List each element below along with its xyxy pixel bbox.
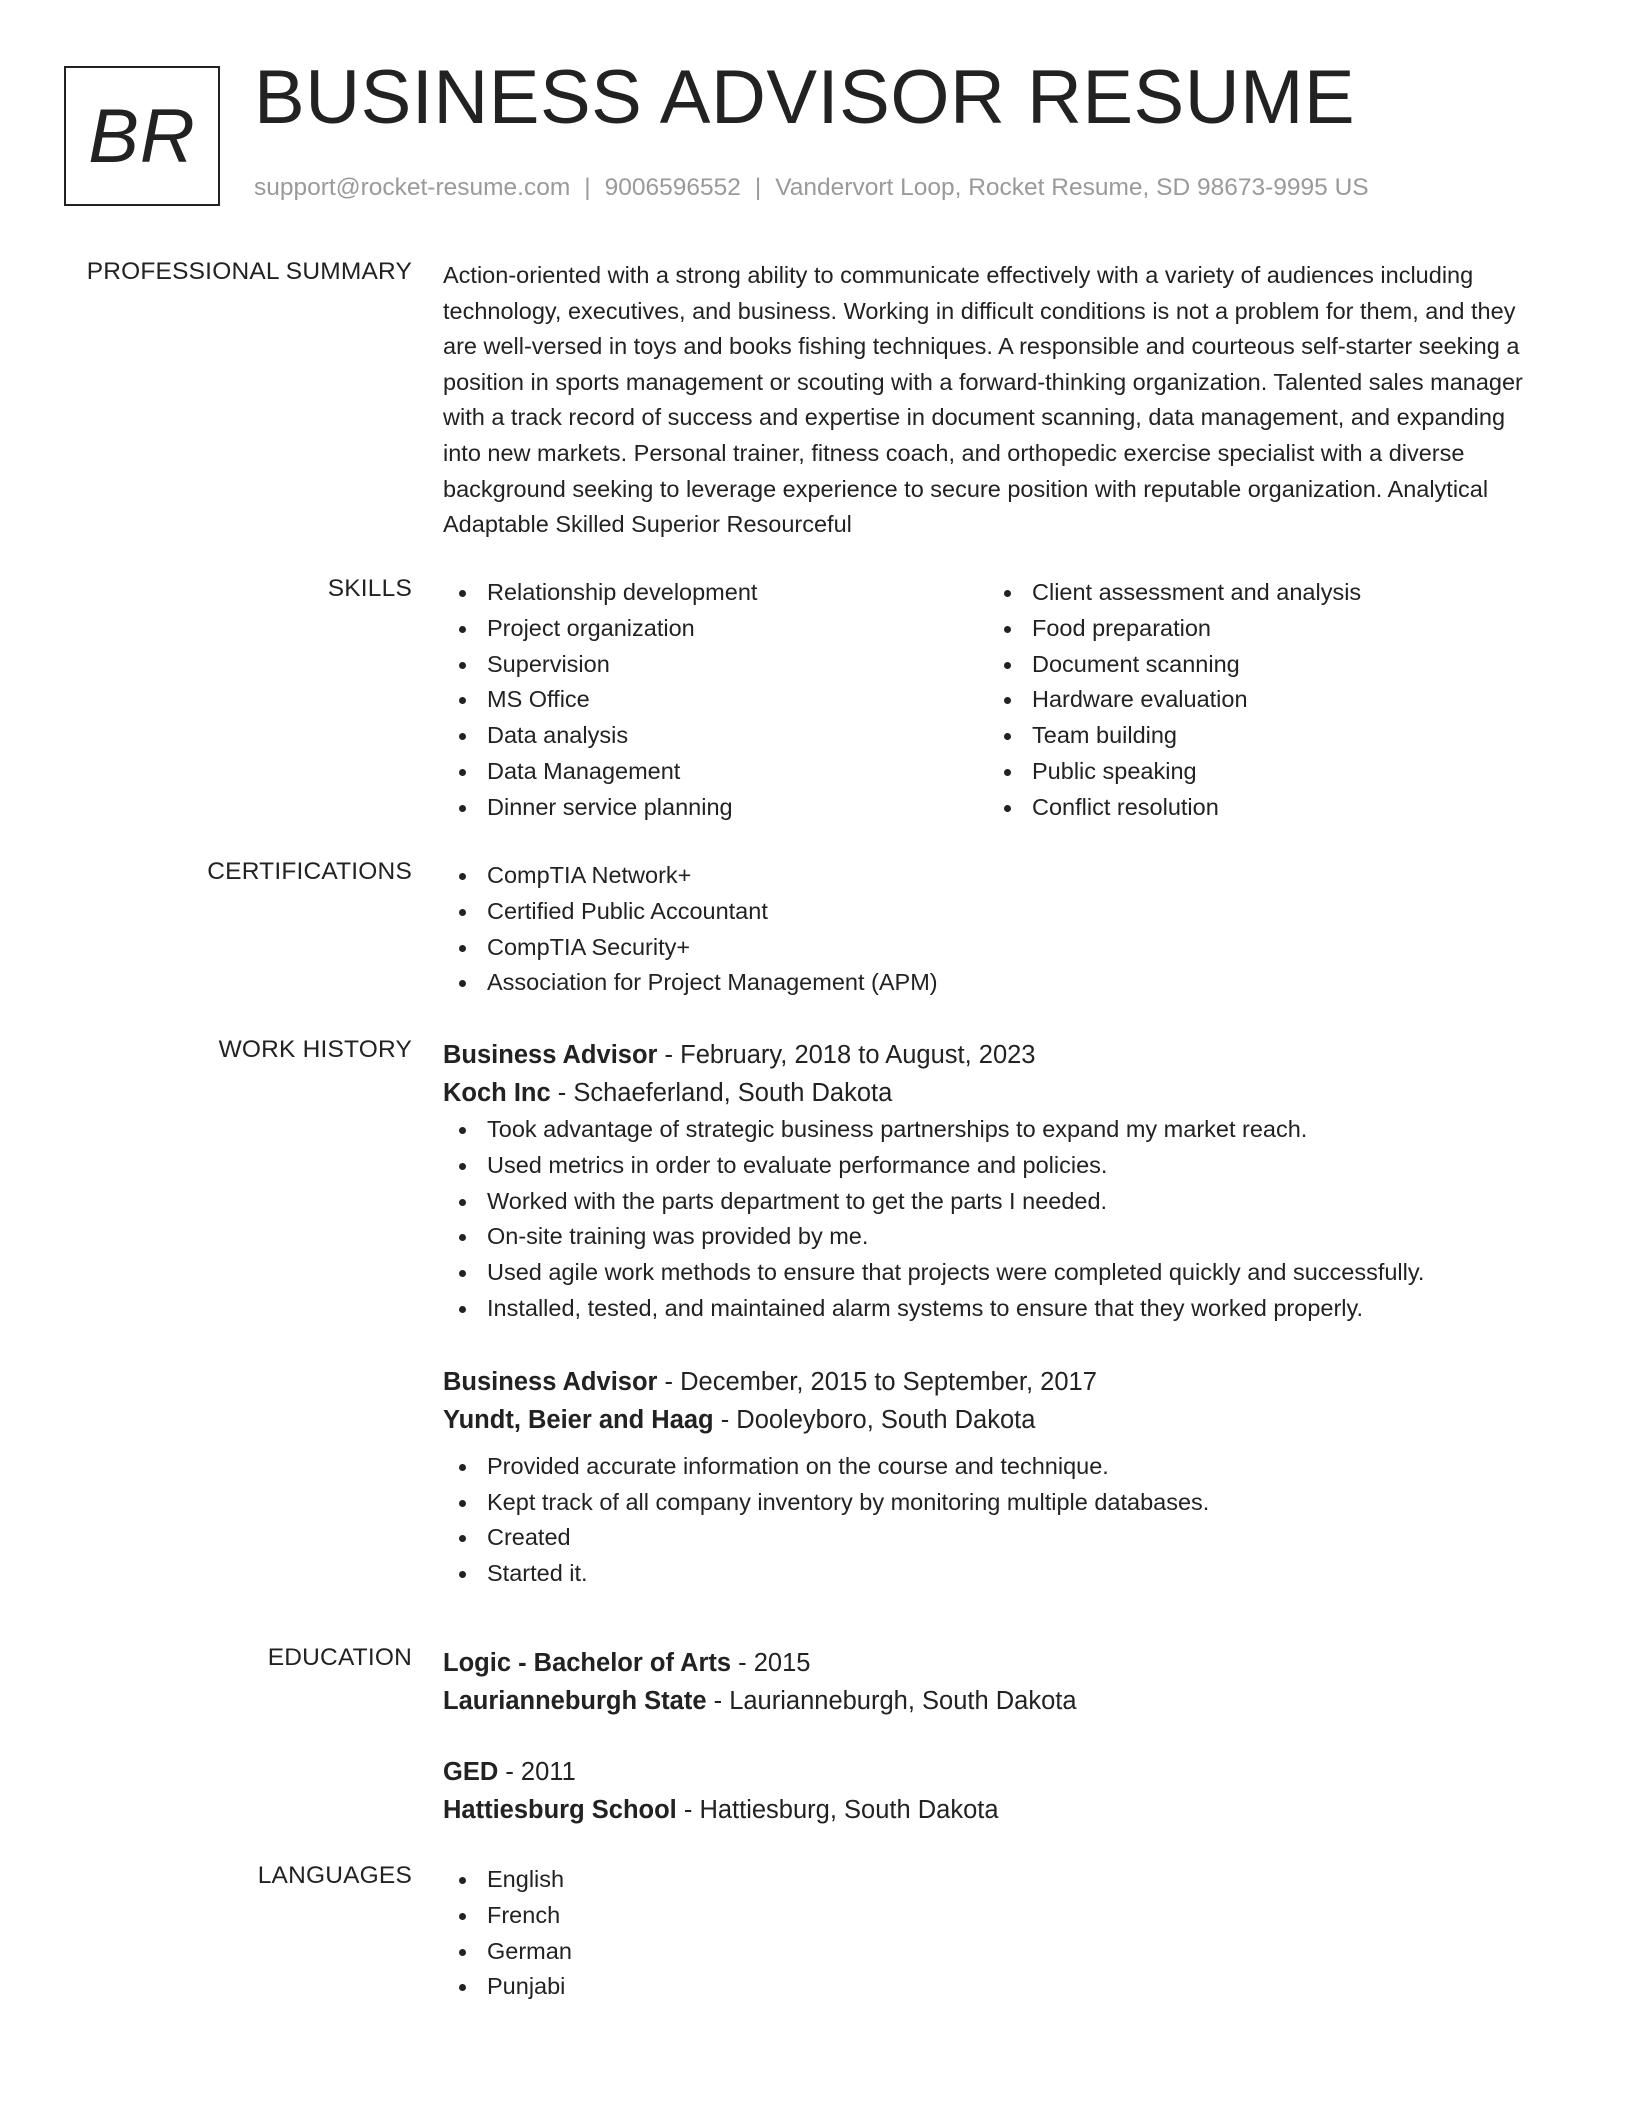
list-item: Association for Project Management (APM) <box>443 965 1543 1001</box>
list-item: Supervision <box>443 647 988 683</box>
list-item: German <box>443 1934 1543 1970</box>
job-title: Business Advisor <box>443 1367 658 1396</box>
section-label-certifications: CERTIFICATIONS <box>207 858 412 885</box>
skills-columns <box>443 575 1543 826</box>
job-location: - Dooleyboro, South Dakota <box>713 1405 1036 1434</box>
education-year: - 2015 <box>731 1649 811 1677</box>
list-item: Provided accurate information on the course and technique. <box>443 1449 1543 1485</box>
job-dates: - February, 2018 to August, 2023 <box>657 1041 1036 1069</box>
languages-list <box>443 1862 1543 2005</box>
list-item: French <box>443 1898 1543 1934</box>
job-title-line <box>443 1036 1543 1074</box>
education-school: Laurianneburgh State <box>443 1687 707 1715</box>
section-label-summary: PROFESSIONAL SUMMARY <box>86 258 412 285</box>
list-item: Installed, tested, and maintained alarm systems to ensure that they worked properly. <box>443 1291 1543 1327</box>
list-item: CompTIA Security+ <box>443 930 1543 966</box>
list-item: Document scanning <box>988 647 1533 683</box>
education-degree-line <box>443 1644 1543 1682</box>
job-title-line <box>443 1363 1543 1401</box>
section-label-skills: SKILLS <box>327 575 412 602</box>
monogram-logo <box>64 66 220 206</box>
contact-separator: | <box>754 174 762 201</box>
section-label-education: EDUCATION <box>267 1644 412 1671</box>
job-location: - Schaeferland, South Dakota <box>550 1079 893 1107</box>
job-title: Business Advisor <box>443 1041 658 1069</box>
summary-body <box>443 258 1548 543</box>
summary-text: Action-oriented with a strong ability to communicate effectively with a variety of audiences including technology, executives, and business. Working in difficult conditions is not a problem for them, and they are well-versed in toys and books fishing techniques. A responsible and courteous self-starter seeking a position in sports management or scouting with a forward-thinking organization. Talented sales manager with a track record of success and expertise in document scanning, data management, and expanding into new markets. Personal trainer, fitness coach, and orthopedic exercise specialist with a diverse background seeking to leverage experience to secure position with reputable organization. Analytical Adaptable Skilled Superior Resourceful <box>443 262 1523 538</box>
job-company: Yundt, Beier and Haag <box>443 1405 714 1434</box>
skills-list-right <box>988 575 1533 826</box>
monogram-initials: BR <box>88 93 196 179</box>
list-item: Kept track of all company inventory by monitoring multiple databases. <box>443 1485 1543 1521</box>
list-item: Created <box>443 1520 1543 1556</box>
resume-title: BUSINESS ADVISOR RESUME <box>254 55 1356 140</box>
job-entry <box>443 1363 1543 1592</box>
education-year: - 2011 <box>498 1758 576 1786</box>
contact-address: Vandervort Loop, Rocket Resume, SD 98673-9995 US <box>775 174 1369 201</box>
list-item: Dinner service planning <box>443 790 988 826</box>
job-company: Koch Inc <box>443 1079 551 1107</box>
education-entry <box>443 1644 1543 1720</box>
skills-list-left <box>443 575 988 826</box>
education-body <box>443 1644 1543 1829</box>
education-location: - Hattiesburg, South Dakota <box>676 1796 999 1824</box>
list-item: Used agile work methods to ensure that projects were completed quickly and successfully. <box>443 1255 1543 1291</box>
list-item: MS Office <box>443 682 988 718</box>
list-item: Started it. <box>443 1556 1543 1592</box>
education-school-line <box>443 1791 1543 1829</box>
list-item: Data Management <box>443 754 988 790</box>
education-school-line <box>443 1682 1543 1720</box>
list-item: Data analysis <box>443 718 988 754</box>
list-item: Relationship development <box>443 575 988 611</box>
job-company-line <box>443 1401 1543 1439</box>
certifications-body <box>443 858 1543 1001</box>
contact-separator: | <box>584 174 591 201</box>
education-location: - Laurianneburgh, South Dakota <box>706 1687 1077 1715</box>
work-history-body <box>443 1036 1543 1592</box>
list-item: Punjabi <box>443 1969 1543 2005</box>
education-degree: Logic - Bachelor of Arts <box>443 1649 732 1677</box>
list-item: Took advantage of strategic business partnerships to expand my market reach. <box>443 1112 1543 1148</box>
education-school: Hattiesburg School <box>443 1796 677 1824</box>
list-item: Used metrics in order to evaluate performance and policies. <box>443 1148 1543 1184</box>
section-label-work-history: WORK HISTORY <box>218 1036 412 1063</box>
education-degree-line <box>443 1753 1543 1791</box>
list-item: Conflict resolution <box>988 790 1533 826</box>
list-item: Certified Public Accountant <box>443 894 1543 930</box>
list-item: Hardware evaluation <box>988 682 1533 718</box>
contact-line <box>254 174 1369 202</box>
job-bullets <box>443 1449 1543 1592</box>
list-item: Team building <box>988 718 1533 754</box>
languages-body <box>443 1862 1543 2005</box>
job-company-line <box>443 1074 1543 1112</box>
education-entry <box>443 1753 1543 1829</box>
list-item: English <box>443 1862 1543 1898</box>
job-dates: - December, 2015 to September, 2017 <box>657 1367 1097 1396</box>
section-label-languages: LANGUAGES <box>257 1862 412 1889</box>
contact-phone[interactable]: 9006596552 <box>604 174 741 201</box>
job-bullets <box>443 1112 1543 1327</box>
list-item: On-site training was provided by me. <box>443 1219 1543 1255</box>
list-item: Food preparation <box>988 611 1533 647</box>
list-item: CompTIA Network+ <box>443 858 1543 894</box>
certifications-list <box>443 858 1543 1001</box>
list-item: Public speaking <box>988 754 1533 790</box>
list-item: Worked with the parts department to get the parts I needed. <box>443 1184 1543 1220</box>
job-entry <box>443 1036 1543 1327</box>
list-item: Project organization <box>443 611 988 647</box>
contact-email[interactable]: support@rocket-resume.com <box>254 174 571 201</box>
list-item: Client assessment and analysis <box>988 575 1533 611</box>
education-degree: GED <box>443 1758 499 1786</box>
